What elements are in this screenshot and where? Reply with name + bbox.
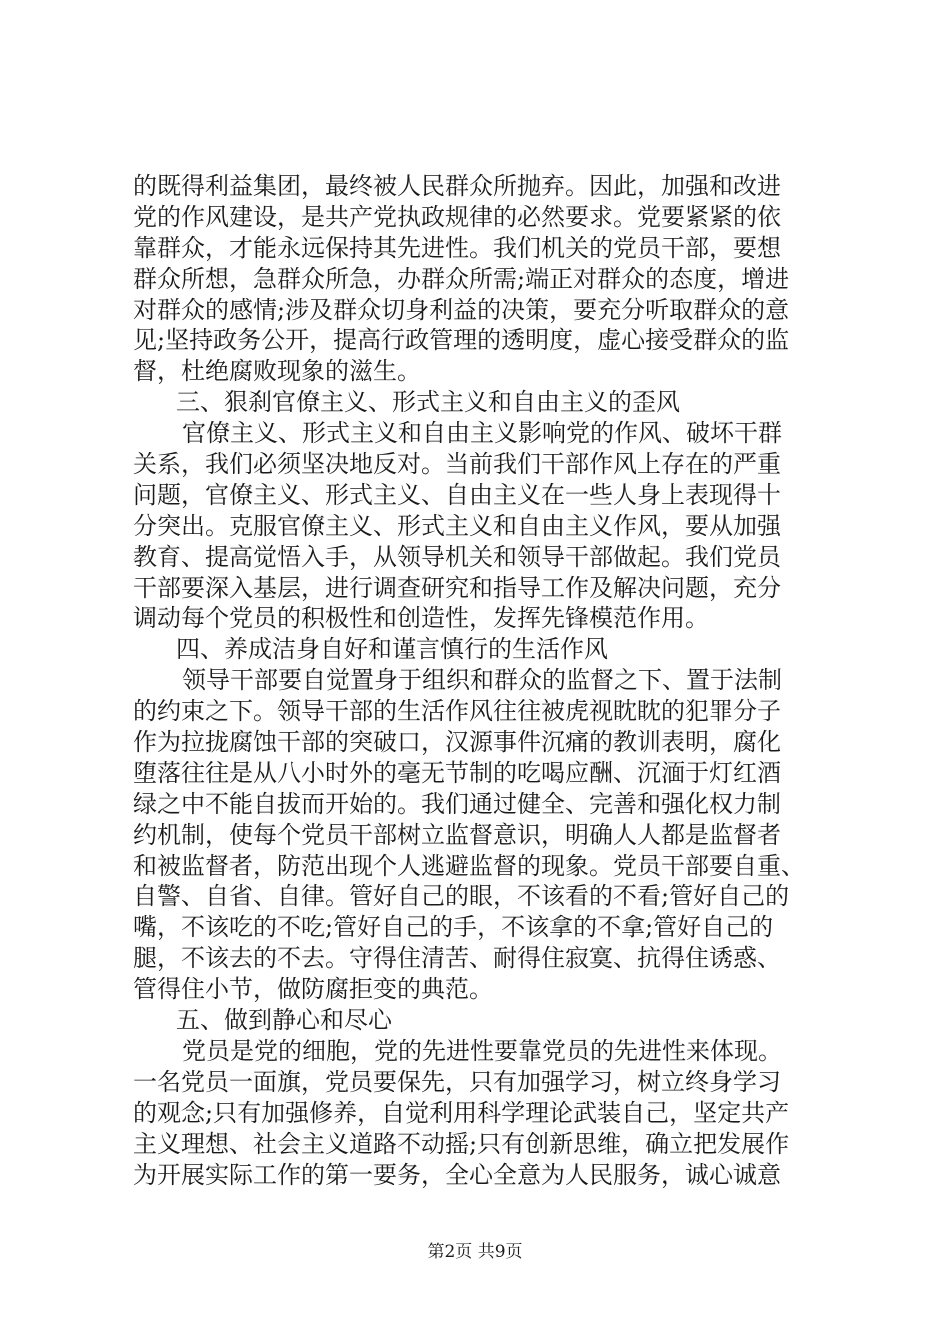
paragraph-line: 约机制，使每个党员干部树立监督意识，明确人人都是监督者 (133, 820, 781, 849)
paragraph-line: 一名党员一面旗，党员要保先，只有加强学习，树立终身学习 (133, 1067, 781, 1096)
document-body (133, 171, 833, 1190)
paragraph-line: 靠群众，才能永远保持其先进性。我们机关的党员干部，要想 (133, 233, 781, 262)
paragraph-line: 调动每个党员的积极性和创造性，发挥先锋模范作用。 (133, 604, 709, 633)
paragraph-line: 堕落往往是从八小时外的毫无节制的吃喝应酬、沉湎于灯红酒 (133, 758, 781, 787)
paragraph-line: 和被监督者，防范出现个人逃避监督的现象。党员干部要自重、 (133, 851, 805, 880)
paragraph-line: 的观念;只有加强修养，自觉利用科学理论武装自己，坚定共产 (133, 1098, 790, 1127)
paragraph-line: 干部要深入基层，进行调查研究和指导工作及解决问题，充分 (133, 573, 781, 602)
paragraph-line: 群众所想，急群众所急，办群众所需;端正对群众的态度，增进 (133, 264, 790, 293)
paragraph-line: 嘴，不该吃的不吃;管好自己的手，不该拿的不拿;管好自己的 (133, 913, 774, 942)
section-heading: 四、养成洁身自好和谨言慎行的生活作风 (176, 635, 608, 664)
paragraph-line: 问题，官僚主义、形式主义、自由主义在一些人身上表现得十 (133, 480, 781, 509)
paragraph-line: 绿之中不能自拔而开始的。我们通过健全、完善和强化权力制 (133, 789, 781, 818)
paragraph-line: 腿，不该去的不去。守得住清苦、耐得住寂寞、抗得住诱惑、 (133, 944, 781, 973)
paragraph-line: 分突出。克服官僚主义、形式主义和自由主义作风，要从加强 (133, 511, 781, 540)
paragraph-first-line: 官僚主义、形式主义和自由主义影响党的作风、破坏干群 (182, 419, 782, 448)
paragraph-line: 的既得利益集团，最终被人民群众所抛弃。因此，加强和改进 (133, 172, 781, 200)
paragraph-line: 为开展实际工作的第一要务，全心全意为人民服务，诚心诚意 (133, 1160, 781, 1189)
paragraph-line: 对群众的感情;涉及群众切身利益的决策，要充分听取群众的意 (133, 295, 790, 324)
section-heading: 三、狠刹官僚主义、形式主义和自由主义的歪风 (176, 388, 680, 417)
paragraph-line: 督，杜绝腐败现象的滋生。 (133, 357, 421, 386)
paragraph-line: 教育、提高觉悟入手，从领导机关和领导干部做起。我们党员 (133, 542, 781, 571)
paragraph-line: 管得住小节，做防腐拒变的典范。 (133, 975, 493, 1004)
paragraph-line: 见;坚持政务公开，提高行政管理的透明度，虚心接受群众的监 (133, 326, 790, 355)
paragraph-line: 的约束之下。领导干部的生活作风往往被虎视眈眈的犯罪分子 (133, 697, 781, 726)
paragraph-line: 作为拉拢腐蚀干部的突破口，汉源事件沉痛的教训表明，腐化 (133, 728, 781, 757)
paragraph-first-line: 领导干部要自觉置身于组织和群众的监督之下、置于法制 (182, 666, 782, 695)
paragraph-line: 自警、自省、自律。管好自己的眼，不该看的不看;管好自己的 (133, 882, 790, 911)
section-heading: 五、做到静心和尽心 (176, 1006, 392, 1035)
paragraph-line: 主义理想、社会主义道路不动摇;只有创新思维，确立把发展作 (133, 1129, 790, 1158)
paragraph-line: 党的作风建设，是共产党执政规律的必然要求。党要紧紧的依 (133, 202, 781, 231)
paragraph-line: 关系，我们必须坚决地反对。当前我们干部作风上存在的严重 (133, 450, 781, 479)
page-number-footer: 第2页 共9页 (427, 1242, 523, 1262)
paragraph-first-line: 党员是党的细胞，党的先进性要靠党员的先进性来体现。 (182, 1036, 782, 1065)
